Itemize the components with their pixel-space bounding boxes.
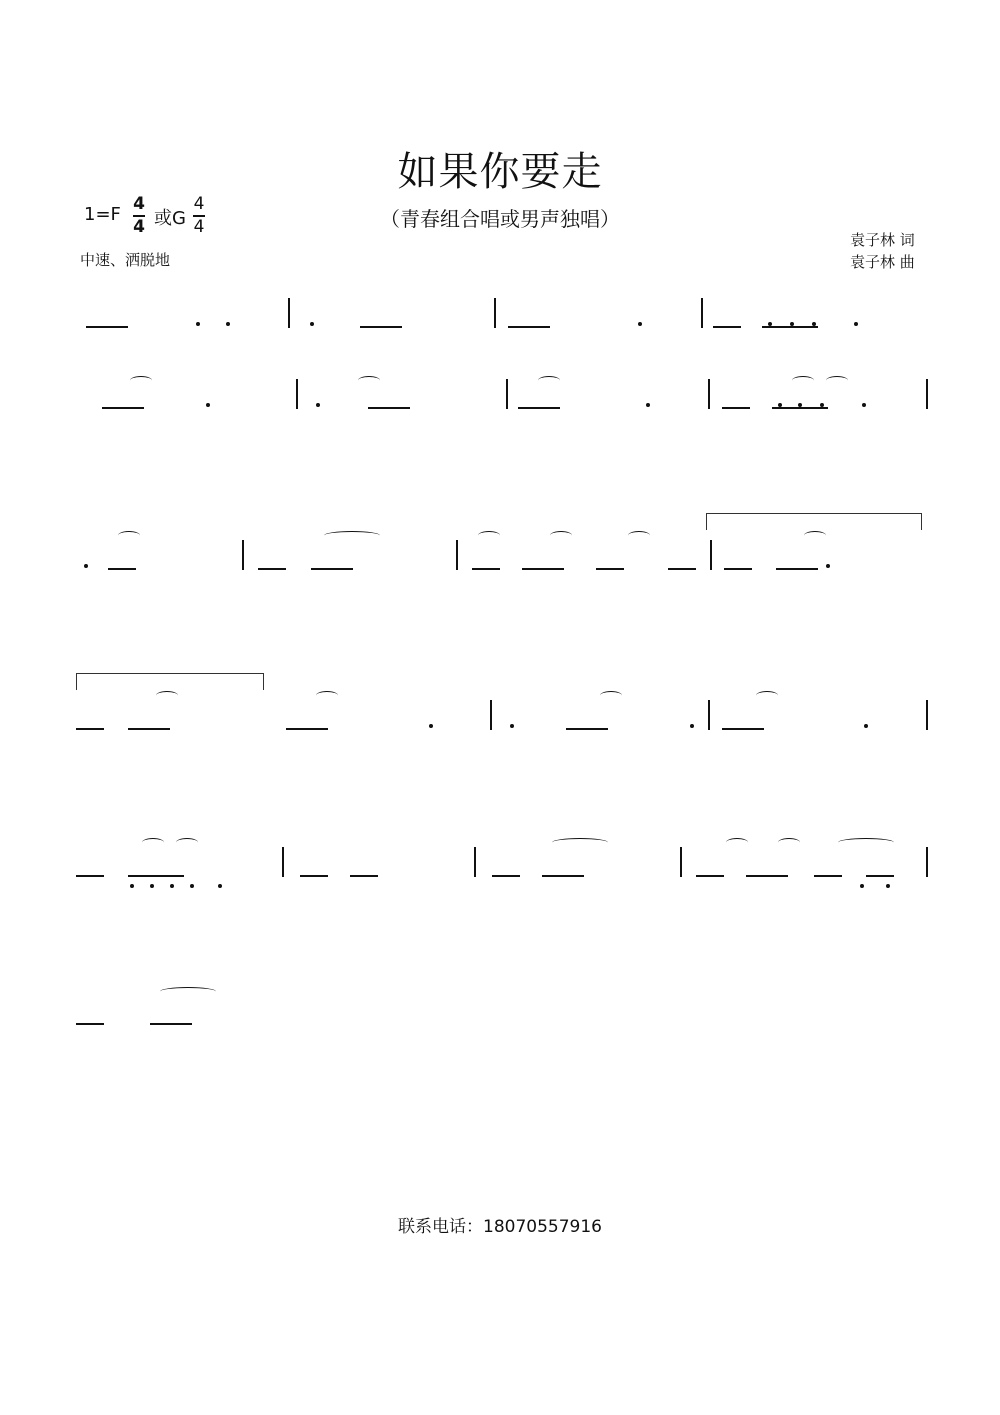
song-title: 如果你要走 [397, 149, 603, 195]
time-sig-top: 4 [133, 194, 145, 214]
time-sig-bottom: 4 [133, 217, 145, 237]
key-signature [84, 204, 121, 225]
composer-credit: 袁子林 曲 [850, 253, 915, 271]
slur-mark [316, 691, 338, 700]
beam-line [522, 568, 564, 570]
slur-mark [538, 376, 560, 385]
beam-line [776, 568, 818, 570]
beam-line [76, 728, 104, 730]
slur-mark [628, 531, 650, 540]
slur-mark [838, 838, 894, 847]
beam-line [566, 728, 608, 730]
octave-dot [812, 322, 816, 326]
beam-line [713, 326, 741, 328]
beam-line [668, 568, 696, 570]
octave-dot [150, 884, 154, 888]
volta-first-ending [706, 513, 922, 530]
tempo-marking: 中速、洒脱地 [80, 251, 171, 269]
time-sig-top-alt: 4 [193, 194, 205, 214]
key-prefix: 1=F [84, 204, 121, 225]
slur-mark [130, 376, 152, 385]
song-subtitle: （青春组合唱或男声独唱） [380, 207, 620, 231]
barline [242, 540, 244, 570]
beam-line [368, 407, 410, 409]
octave-dot [860, 884, 864, 888]
barline [680, 847, 682, 877]
octave-dot [84, 564, 88, 568]
slur-mark [552, 838, 608, 847]
beam-line [542, 875, 584, 877]
octave-dot [170, 884, 174, 888]
barline [926, 379, 928, 409]
octave-dot [862, 403, 866, 407]
lyricist-credit: 袁子林 词 [850, 231, 915, 249]
beam-line [128, 875, 184, 877]
barline [456, 540, 458, 570]
octave-dot [196, 322, 200, 326]
slur-mark [550, 531, 572, 540]
octave-dot [886, 884, 890, 888]
key-alternate: 或G [154, 208, 186, 229]
octave-dot [690, 724, 694, 728]
octave-dot [768, 322, 772, 326]
octave-dot [854, 322, 858, 326]
octave-dot [638, 322, 642, 326]
barline [708, 379, 710, 409]
octave-dot [429, 724, 433, 728]
beam-line [472, 568, 500, 570]
octave-dot [190, 884, 194, 888]
beam-line [258, 568, 286, 570]
beam-line [128, 728, 170, 730]
slur-mark [756, 691, 778, 700]
octave-dot [316, 403, 320, 407]
slur-mark [778, 838, 800, 847]
time-sig-bottom-alt: 4 [193, 217, 205, 237]
slur-mark [118, 531, 140, 540]
beam-line [746, 875, 788, 877]
octave-dot [310, 322, 314, 326]
beam-line [866, 875, 894, 877]
beam-line [108, 568, 136, 570]
barline [506, 379, 508, 409]
beam-line [286, 728, 328, 730]
octave-dot [130, 884, 134, 888]
beam-line [724, 568, 752, 570]
slur-mark [600, 691, 622, 700]
slur-mark [160, 987, 216, 996]
slur-mark [826, 376, 848, 385]
octave-dot [820, 403, 824, 407]
barline [474, 847, 476, 877]
beam-line [76, 1023, 104, 1025]
beam-line [311, 568, 353, 570]
barline [710, 540, 712, 570]
slur-mark [324, 531, 380, 540]
octave-dot [206, 403, 210, 407]
octave-dot [778, 403, 782, 407]
octave-dot [798, 403, 802, 407]
barline [701, 298, 703, 328]
barline [708, 700, 710, 730]
beam-line [722, 407, 750, 409]
slur-mark [726, 838, 748, 847]
beam-line [86, 326, 128, 328]
slur-mark [358, 376, 380, 385]
octave-dot [646, 403, 650, 407]
beam-line [814, 875, 842, 877]
barline [282, 847, 284, 877]
octave-dot [226, 322, 230, 326]
beam-line [762, 326, 818, 328]
slur-mark [142, 838, 164, 847]
beam-line [300, 875, 328, 877]
beam-line [518, 407, 560, 409]
beam-line [150, 1023, 192, 1025]
barline [288, 298, 290, 328]
beam-line [76, 875, 104, 877]
barline [296, 379, 298, 409]
volta-second-ending [76, 673, 264, 690]
beam-line [350, 875, 378, 877]
barline [926, 847, 928, 877]
slur-mark [804, 531, 826, 540]
octave-dot [218, 884, 222, 888]
beam-line [360, 326, 402, 328]
beam-line [722, 728, 764, 730]
slur-mark [792, 376, 814, 385]
octave-dot [510, 724, 514, 728]
beam-line [492, 875, 520, 877]
octave-dot [790, 322, 794, 326]
barline [494, 298, 496, 328]
slur-mark [156, 691, 178, 700]
beam-line [696, 875, 724, 877]
beam-line [596, 568, 624, 570]
slur-mark [478, 531, 500, 540]
barline [490, 700, 492, 730]
barline [926, 700, 928, 730]
beam-line [508, 326, 550, 328]
contact-phone: 联系电话：18070557916 [398, 1217, 602, 1237]
octave-dot [826, 564, 830, 568]
beam-line [102, 407, 144, 409]
slur-mark [176, 838, 198, 847]
beam-line [772, 407, 828, 409]
octave-dot [864, 724, 868, 728]
